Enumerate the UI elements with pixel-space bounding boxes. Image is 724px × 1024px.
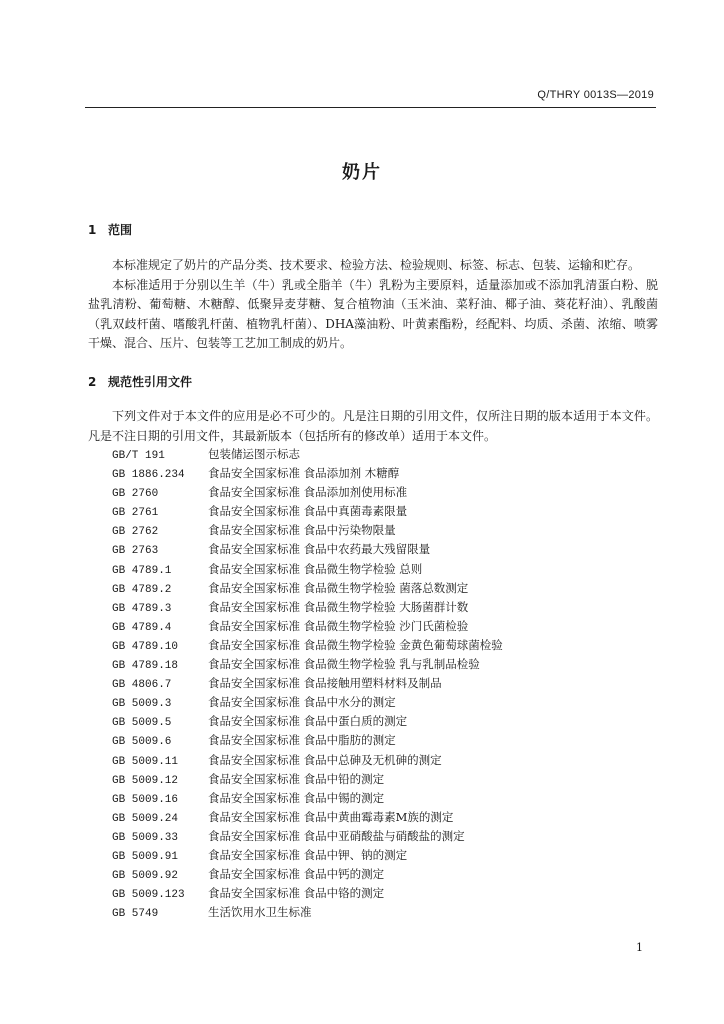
reference-item (112, 865, 503, 884)
reference-item (112, 579, 503, 598)
header-divider (85, 107, 656, 108)
reference-item (112, 502, 503, 521)
reference-title: 食品安全国家标准 食品微生物学检验 总则 (208, 561, 423, 576)
reference-code: GB 4789.1 (112, 564, 172, 577)
reference-title: 食品安全国家标准 食品中总砷及无机砷的测定 (208, 752, 442, 767)
reference-item (112, 521, 503, 540)
reference-code: GB 4789.10 (112, 640, 179, 653)
reference-item (112, 540, 503, 559)
reference-item (112, 445, 503, 464)
reference-item (112, 674, 503, 693)
reference-title: 食品安全国家标准 食品中亚硝酸盐与硝酸盐的测定 (208, 828, 465, 843)
reference-item (112, 617, 503, 636)
section-number: 1 (88, 223, 97, 237)
section-number: 2 (88, 375, 97, 389)
reference-code: GB 4789.18 (112, 660, 179, 673)
reference-title: 食品安全国家标准 食品中脂肪的测定 (208, 733, 396, 748)
reference-title: 食品安全国家标准 食品中铬的测定 (208, 886, 385, 901)
reference-code: GB 5009.3 (112, 698, 172, 711)
reference-title: 食品安全国家标准 食品添加剂使用标准 (208, 485, 408, 500)
reference-title: 食品安全国家标准 食品微生物学检验 大肠菌群计数 (208, 599, 469, 614)
reference-code: GB 5749 (112, 908, 159, 921)
scope-paragraph-1: 本标准规定了奶片的产品分类、技术要求、检验方法、检验规则、标签、标志、包装、运输和贮存。 (112, 258, 641, 272)
reference-item (112, 560, 503, 579)
scope-paragraph-2: 本标准适用于分别以生羊（牛）乳或全脂羊（牛）乳粉为主要原料，适量添加或不添加乳清蛋白粉、脱盐乳清粉、葡萄糖、木糖醇、低聚异麦芽糖、复合植物油（玉米油、菜籽油、椰子油、葵花籽油）、乳酸菌（乳双歧杆菌、嗜酸乳杆菌、植物乳杆菌）、DHA藻油粉、叶黄素酯粉，经配料、均质、杀菌、浓缩、喷雾干燥、混合、压片、包装等工艺加工制成的奶片。 (88, 277, 658, 350)
reference-item (112, 731, 503, 750)
reference-code: GB 4789.2 (112, 583, 172, 596)
reference-code: GB 2760 (112, 488, 159, 501)
section-heading-scope (88, 221, 132, 238)
reference-code: GB 5009.16 (112, 793, 179, 806)
reference-title: 食品安全国家标准 食品接触用塑料材料及制品 (208, 676, 442, 691)
reference-code: GB 5009.5 (112, 717, 172, 730)
reference-title: 食品安全国家标准 食品微生物学检验 沙门氏菌检验 (208, 618, 469, 633)
reference-item (112, 846, 503, 865)
reference-code: GB 5009.123 (112, 889, 185, 902)
reference-item (112, 770, 503, 789)
reference-code: GB 5009.12 (112, 774, 179, 787)
reference-item (112, 884, 503, 903)
reference-item (112, 712, 503, 731)
reference-list (112, 445, 503, 922)
page-number: 1 (636, 941, 643, 954)
reference-item (112, 693, 503, 712)
reference-title: 食品安全国家标准 食品中钙的测定 (208, 867, 385, 882)
reference-item (112, 808, 503, 827)
reference-item (112, 464, 503, 483)
reference-code: GB/T 191 (112, 450, 165, 462)
reference-code: GB 2763 (112, 545, 159, 558)
reference-code: GB 2761 (112, 507, 159, 520)
document-title: 奶片 (342, 162, 382, 183)
reference-code: GB 5009.11 (112, 755, 179, 768)
reference-code: GB 5009.6 (112, 736, 172, 749)
reference-item (112, 827, 503, 846)
reference-title: 食品安全国家标准 食品中铅的测定 (208, 771, 385, 786)
reference-title: 食品安全国家标准 食品中农药最大残留限量 (208, 542, 431, 557)
reference-item (112, 655, 503, 674)
reference-title: 包装储运图示标志 (208, 447, 300, 461)
section-title: 范围 (108, 223, 133, 237)
reference-title: 食品安全国家标准 食品中钾、钠的测定 (208, 847, 408, 862)
reference-item (112, 483, 503, 502)
reference-title: 食品安全国家标准 食品添加剂 木糖醇 (208, 466, 400, 481)
reference-item (112, 903, 503, 922)
reference-code: GB 2762 (112, 526, 159, 539)
reference-code: GB 4806.7 (112, 679, 172, 692)
reference-title: 食品安全国家标准 食品中锡的测定 (208, 790, 385, 805)
reference-code: GB 5009.33 (112, 831, 179, 844)
reference-code: GB 4789.4 (112, 621, 172, 634)
reference-code: GB 5009.91 (112, 850, 179, 863)
standard-code: Q/THRY 0013S—2019 (537, 89, 654, 101)
reference-item (112, 598, 503, 617)
reference-title: 食品安全国家标准 食品微生物学检验 乳与乳制品检验 (208, 657, 480, 672)
section-heading-normative-references (88, 373, 192, 390)
reference-item (112, 636, 503, 655)
reference-item (112, 751, 503, 770)
reference-code: GB 4789.3 (112, 602, 172, 615)
reference-code: GB 1886.234 (112, 469, 185, 482)
reference-title: 食品安全国家标准 食品中真菌毒素限量 (208, 504, 408, 519)
reference-title: 食品安全国家标准 食品微生物学检验 菌落总数测定 (208, 580, 469, 595)
reference-code: GB 5009.24 (112, 812, 179, 825)
reference-code: GB 5009.92 (112, 870, 179, 883)
reference-title: 食品安全国家标准 食品中污染物限量 (208, 523, 396, 538)
reference-title: 食品安全国家标准 食品中水分的测定 (208, 695, 396, 710)
reference-title: 生活饮用水卫生标准 (208, 905, 312, 920)
reference-title: 食品安全国家标准 食品中蛋白质的测定 (208, 714, 408, 729)
section-title: 规范性引用文件 (108, 375, 193, 389)
reference-title: 食品安全国家标准 食品微生物学检验 金黄色葡萄球菌检验 (208, 637, 503, 652)
reference-item (112, 789, 503, 808)
reference-title: 食品安全国家标准 食品中黄曲霉毒素M族的测定 (208, 809, 454, 824)
references-intro-paragraph: 下列文件对于本文件的应用是必不可少的。凡是注日期的引用文件，仅所注日期的版本适用于本文件。凡是不注日期的引用文件，其最新版本（包括所有的修改单）适用于本文件。 (88, 409, 658, 443)
